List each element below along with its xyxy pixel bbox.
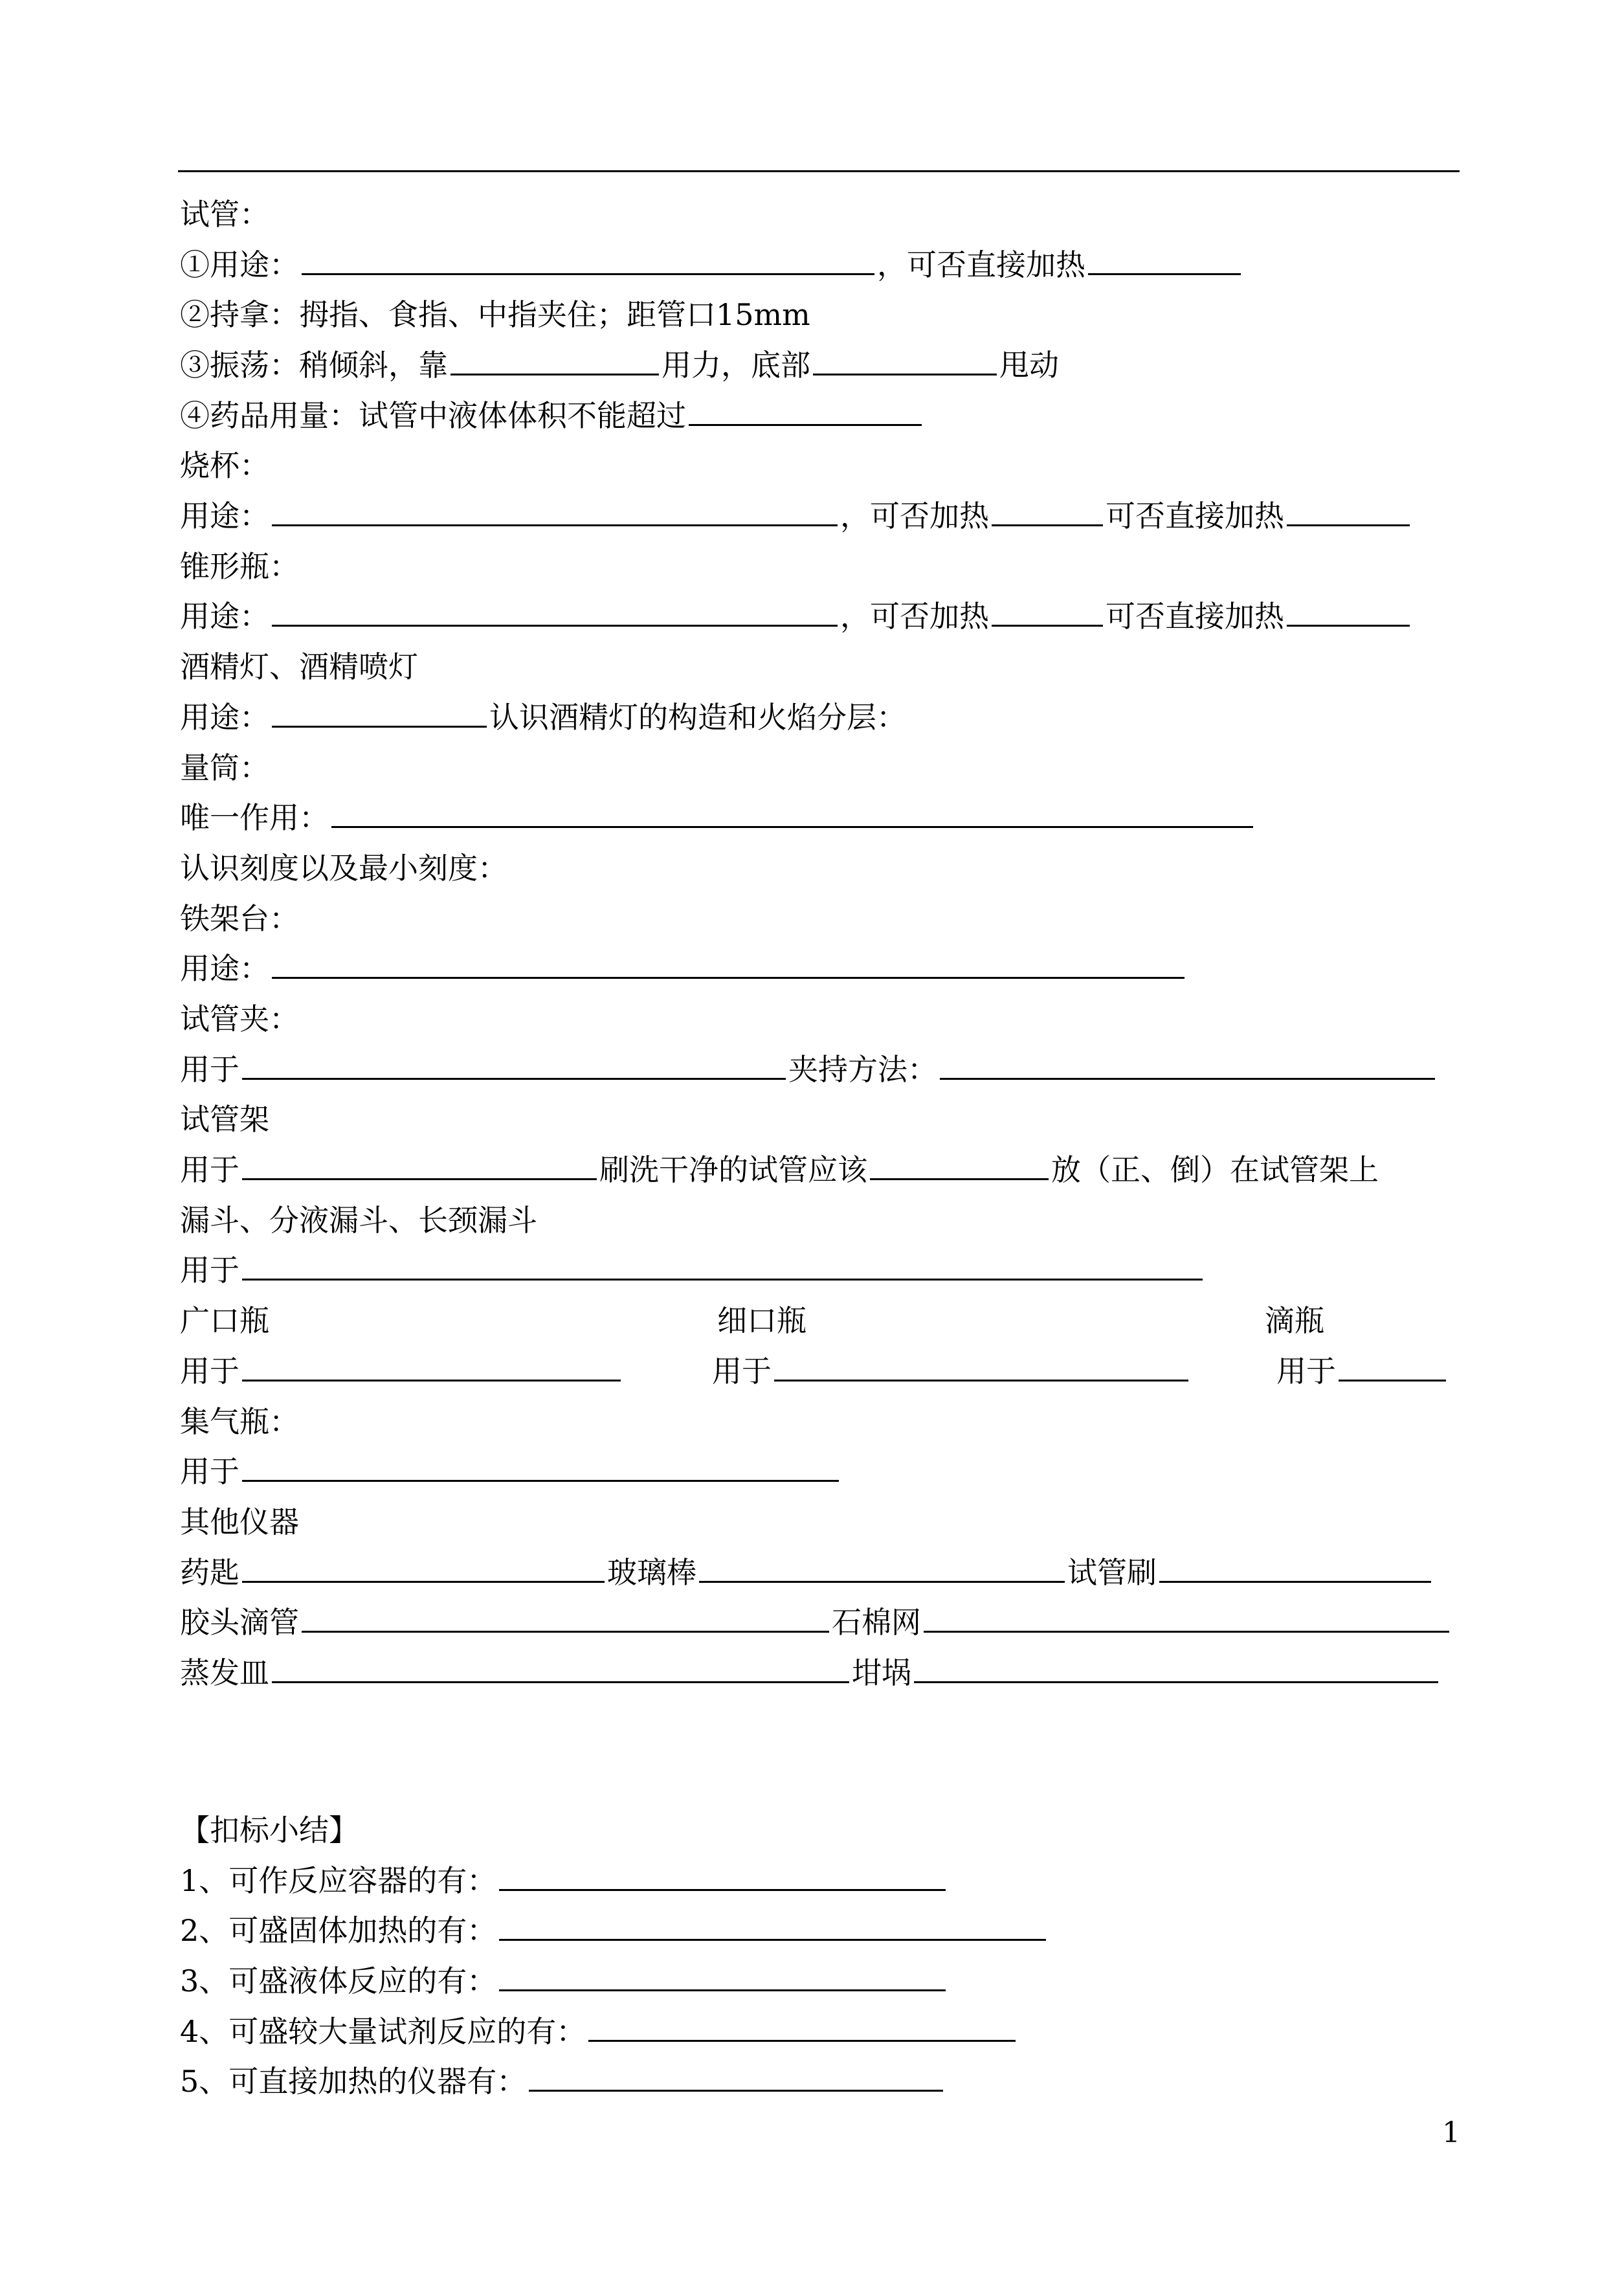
blank-field[interactable]: [499, 1910, 1046, 1941]
blank-field[interactable]: [242, 1451, 839, 1482]
test-tube-amount-line: [180, 390, 924, 441]
label: 2、可盛固体加热的有：: [180, 1913, 497, 1948]
blank-field[interactable]: [302, 1602, 829, 1633]
funnel-heading: 漏斗、分液漏斗、长颈漏斗: [180, 1203, 537, 1238]
blank-field[interactable]: [272, 697, 487, 728]
beaker-heading: 烧杯：: [180, 448, 269, 483]
blank-field[interactable]: [1287, 496, 1410, 526]
label: 用于: [1276, 1354, 1336, 1389]
label: 用途：: [180, 700, 269, 735]
label: 用于: [712, 1354, 772, 1389]
blank-field[interactable]: [242, 1552, 605, 1583]
summary-item-5: [180, 2056, 946, 2107]
iron-stand-usage-line: [180, 943, 1187, 994]
alcohol-lamp-usage-line: [180, 692, 906, 743]
blank-field[interactable]: [774, 1351, 1188, 1381]
label: 认识酒精灯的构造和火焰分层：: [489, 700, 906, 735]
other-instruments-line-2: [180, 1597, 1452, 1648]
top-rule: [178, 170, 1460, 172]
dropper-bottle-usage: [1276, 1346, 1449, 1396]
summary-heading: 【扣标小结】: [180, 1813, 359, 1848]
blank-field[interactable]: [242, 1049, 786, 1080]
label: ，可否加热: [840, 599, 989, 634]
blank-field[interactable]: [242, 1250, 1203, 1281]
label: 用于: [180, 1052, 239, 1087]
blank-field[interactable]: [272, 496, 838, 526]
label: 药匙: [180, 1555, 239, 1590]
label: 4、可盛较大量试剂反应的有：: [180, 2014, 586, 2049]
label: 3、可盛液体反应的有：: [180, 1963, 497, 1998]
beaker-usage-line: [180, 491, 1412, 541]
label: 夹持方法：: [788, 1052, 937, 1087]
narrow-mouth-bottle-usage: [712, 1346, 1191, 1396]
label: 坩埚: [852, 1655, 911, 1690]
blank-field[interactable]: [302, 245, 874, 275]
tube-clamp-heading: 试管夹：: [180, 1001, 299, 1036]
blank-field[interactable]: [813, 345, 997, 375]
measuring-cylinder-usage-line: [180, 792, 1256, 843]
label: ③振荡：稍倾斜，靠: [180, 348, 448, 383]
label: ，可否直接加热: [877, 247, 1085, 282]
blank-field[interactable]: [924, 1602, 1449, 1633]
blank-field[interactable]: [1287, 596, 1410, 627]
label: 甩动: [999, 348, 1059, 383]
measuring-cylinder-heading: 量筒：: [180, 750, 269, 785]
label: 唯一作用：: [180, 800, 329, 835]
blank-field[interactable]: [699, 1552, 1065, 1583]
page-number: 1: [1442, 2116, 1460, 2149]
blank-field[interactable]: [588, 2011, 1016, 2042]
tube-clamp-usage-line: [180, 1044, 1438, 1095]
blank-field[interactable]: [689, 396, 922, 426]
label: 玻璃棒: [607, 1555, 696, 1590]
iron-stand-heading: 铁架台：: [180, 901, 299, 936]
blank-field[interactable]: [1159, 1552, 1431, 1583]
test-tube-shake-line: [180, 340, 1059, 390]
blank-field[interactable]: [992, 596, 1103, 627]
erlenmeyer-heading: 锥形瓶：: [180, 549, 299, 584]
gas-bottle-heading: 集气瓶：: [180, 1404, 299, 1439]
other-instruments-heading: 其他仪器: [180, 1504, 299, 1539]
blank-field[interactable]: [1339, 1351, 1446, 1381]
dropper-bottle-heading: 滴瓶: [1265, 1303, 1324, 1338]
label: 用于: [180, 1152, 239, 1187]
blank-field[interactable]: [1088, 245, 1241, 275]
summary-item-3: [180, 1956, 948, 2006]
blank-field[interactable]: [940, 1049, 1435, 1080]
label: 放（正、倒）在试管架上: [1051, 1152, 1379, 1187]
label: ，可否加热: [840, 498, 989, 533]
other-instruments-line-1: [180, 1547, 1434, 1598]
label: ④药品用量：试管中液体体积不能超过: [180, 398, 686, 433]
blank-field[interactable]: [331, 798, 1253, 828]
label: 用途：: [180, 498, 269, 533]
erlenmeyer-usage-line: [180, 591, 1412, 642]
label: 可否直接加热: [1106, 599, 1284, 634]
blank-field[interactable]: [242, 1351, 621, 1381]
label: 蒸发皿: [180, 1655, 269, 1690]
test-tube-heading: 试管：: [180, 197, 269, 232]
blank-field[interactable]: [242, 1150, 597, 1180]
other-instruments-line-3: [180, 1648, 1441, 1698]
blank-field[interactable]: [450, 345, 659, 375]
test-tube-hold-line: ②持拿：拇指、食指、中指夹住；距管口15mm: [180, 297, 810, 332]
summary-item-4: [180, 2006, 1018, 2057]
summary-item-1: [180, 1855, 948, 1906]
tube-rack-heading: 试管架: [180, 1102, 269, 1137]
label: ①用途：: [180, 247, 299, 282]
wide-mouth-bottle-heading: 广口瓶: [180, 1303, 269, 1338]
label: 用途：: [180, 951, 269, 986]
label: 刷洗干净的试管应该: [599, 1152, 867, 1187]
blank-field[interactable]: [499, 1961, 946, 1991]
summary-item-2: [180, 1905, 1049, 1956]
blank-field[interactable]: [529, 2061, 943, 2092]
blank-field[interactable]: [272, 596, 838, 627]
label: 5、可直接加热的仪器有：: [180, 2064, 527, 2099]
blank-field[interactable]: [272, 1653, 849, 1683]
label: 胶头滴管: [180, 1605, 299, 1640]
alcohol-lamp-heading: 酒精灯、酒精喷灯: [180, 649, 418, 684]
blank-field[interactable]: [870, 1150, 1049, 1180]
label: 可否直接加热: [1106, 498, 1284, 533]
tube-rack-usage-line: [180, 1145, 1379, 1195]
blank-field[interactable]: [499, 1861, 946, 1891]
test-tube-usage-line: [180, 240, 1243, 290]
blank-field[interactable]: [272, 948, 1185, 979]
label: 用于: [180, 1454, 239, 1489]
label: 用力，底部: [662, 348, 810, 383]
label: 用于: [180, 1354, 239, 1389]
label: 用途：: [180, 599, 269, 634]
wide-mouth-bottle-usage: [180, 1346, 623, 1396]
label: 用于: [180, 1253, 239, 1288]
funnel-usage-line: [180, 1245, 1205, 1295]
blank-field[interactable]: [992, 496, 1103, 526]
gas-bottle-usage-line: [180, 1446, 841, 1497]
narrow-mouth-bottle-heading: 细口瓶: [717, 1303, 806, 1338]
label: 试管刷: [1067, 1555, 1157, 1590]
scale-line: 认识刻度以及最小刻度：: [180, 851, 507, 886]
blank-field[interactable]: [914, 1653, 1438, 1683]
label: 1、可作反应容器的有：: [180, 1863, 497, 1898]
label: 石棉网: [832, 1605, 921, 1640]
